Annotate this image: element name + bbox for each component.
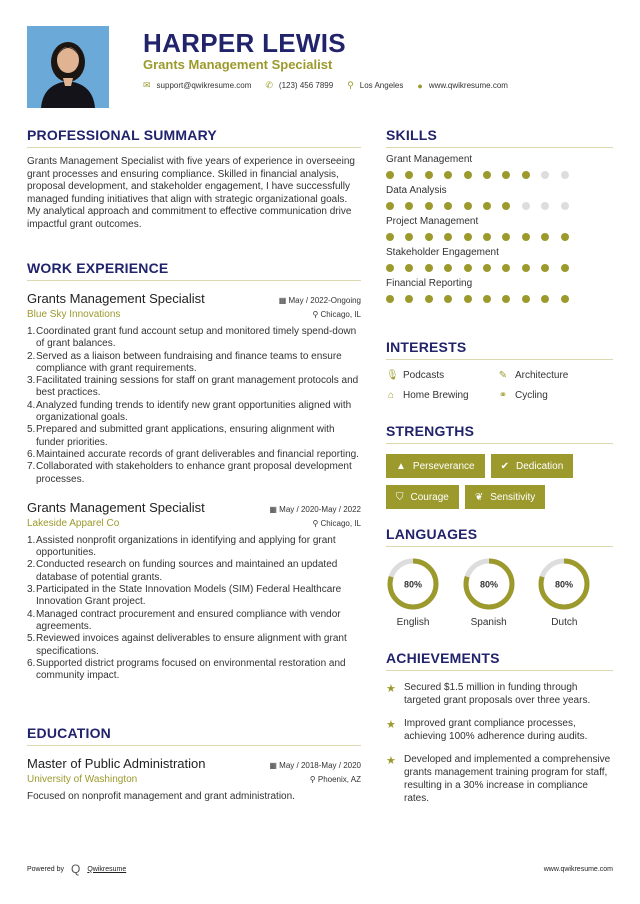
education-location: ⚲ Phoenix, AZ <box>309 775 361 784</box>
rating-dot <box>502 264 510 272</box>
skill-name: Stakeholder Engagement <box>386 247 499 258</box>
mountain-icon: ▲ <box>396 460 406 472</box>
email-text: support@qwikresume.com <box>156 81 252 90</box>
rating-dot <box>502 233 510 241</box>
globe-icon: ● <box>417 80 423 91</box>
qwikresume-logo-icon: Q <box>70 862 81 876</box>
company-name: Blue Sky Innovations <box>27 309 121 320</box>
language-item <box>462 557 538 628</box>
location-pin-icon: ⚲ <box>312 310 321 319</box>
phone-icon: ✆ <box>265 80 273 90</box>
strength-badge: ✔ Dedication <box>491 454 574 478</box>
powered-by: Powered by Q Qwikresume <box>27 862 127 876</box>
rating-dot <box>386 264 394 272</box>
footer-site-link[interactable]: www.qwikresume.com <box>543 865 613 873</box>
rating-dot <box>522 202 530 210</box>
rating-dot <box>444 233 452 241</box>
contact-location <box>347 80 403 91</box>
divider <box>386 546 613 547</box>
contact-bar <box>143 80 522 91</box>
rating-dot <box>464 264 472 272</box>
rating-dot <box>502 295 510 303</box>
languages-section <box>386 526 613 628</box>
rating-dot <box>405 233 413 241</box>
rating-dot <box>502 202 510 210</box>
list-item: 2. Conducted research on funding sources and maintained an updated database of potential grants. <box>27 559 338 583</box>
rating-dot <box>483 171 491 179</box>
contact-email[interactable] <box>143 80 251 91</box>
interest-item: ✎ Architecture <box>498 370 569 381</box>
language-ring <box>537 557 591 611</box>
rating-dot <box>386 171 394 179</box>
achievements-heading: ACHIEVEMENTS <box>386 650 500 666</box>
rating-dot <box>502 171 510 179</box>
job-location: ⚲ Chicago, IL <box>312 518 361 528</box>
divider <box>386 359 613 360</box>
strength-badge: ⛉ Courage <box>386 485 459 509</box>
skill-name: Data Analysis <box>386 185 447 196</box>
location-pin-icon: ⚲ <box>347 80 354 90</box>
location-text: Los Angeles <box>359 81 404 90</box>
experience-section <box>27 260 361 682</box>
divider <box>386 670 613 671</box>
experience-heading: WORK EXPERIENCE <box>27 260 169 276</box>
divider <box>27 745 361 746</box>
shield-icon: ⛉ <box>396 491 404 503</box>
calendar-icon: ▦ <box>278 296 289 305</box>
skill-name: Project Management <box>386 216 479 227</box>
language-name: English <box>396 617 430 628</box>
list-item: 7. Collaborated with stakeholders to enhance grant proposal development processes. <box>27 461 352 485</box>
rating-dot <box>425 202 433 210</box>
divider <box>27 280 361 281</box>
phone-text: (123) 456 7899 <box>278 81 334 90</box>
brand-link[interactable]: Qwikresume <box>87 865 127 873</box>
rating-dot <box>425 171 433 179</box>
candidate-title: Grants Management Specialist <box>143 57 333 72</box>
skill-item <box>386 247 613 272</box>
list-item: 3. Participated in the State Innovation Models (SIM) Federal Healthcare Innovation Grant project. <box>27 584 342 608</box>
location-pin-icon: ⚲ <box>312 518 321 528</box>
check-circle-icon: ✔ <box>500 460 509 472</box>
languages-heading: LANGUAGES <box>386 526 478 542</box>
degree-title: Master of Public Administration <box>27 756 206 771</box>
rating-dot <box>541 202 549 210</box>
skill-name: Grant Management <box>386 154 473 165</box>
skill-rating <box>386 202 613 210</box>
job-bullets <box>27 326 361 486</box>
strengths-heading: STRENGTHS <box>386 423 475 439</box>
language-item <box>386 557 462 628</box>
contact-website[interactable] <box>417 81 508 91</box>
rating-dot <box>405 264 413 272</box>
rating-dot <box>464 295 472 303</box>
skill-rating <box>386 295 613 303</box>
company-name: Lakeside Apparel Co <box>27 517 120 529</box>
rating-dot <box>561 264 569 272</box>
candidate-name: HARPER LEWIS <box>143 28 346 58</box>
summary-section <box>27 127 361 231</box>
education-date: ▦ May / 2018-May / 2020 <box>269 761 361 770</box>
summary-heading: PROFESSIONAL SUMMARY <box>27 127 217 143</box>
skill-item <box>386 154 613 179</box>
email-icon: ✉ <box>143 80 151 90</box>
education-section <box>27 725 361 804</box>
language-ring <box>462 557 516 611</box>
strengths-section <box>386 423 613 516</box>
skills-section <box>386 127 613 303</box>
achievement-item: ★ Developed and implemented a comprehensive grants management training program for staff, resulting in a 30% increase in compliance rates. <box>386 754 611 804</box>
rating-dot <box>541 264 549 272</box>
divider <box>386 147 613 148</box>
rating-dot <box>561 171 569 179</box>
job-title: Grants Management Specialist <box>27 291 205 306</box>
job-date: ▦ May / 2022-Ongoing <box>278 296 361 305</box>
divider <box>27 147 361 148</box>
skill-name: Financial Reporting <box>386 278 473 289</box>
rating-dot <box>522 233 530 241</box>
strength-badge: ❦ Sensitivity <box>465 485 545 509</box>
strength-badge: ▲ Perseverance <box>386 454 485 478</box>
education-description: Focused on nonprofit management and grant administration. <box>27 791 295 802</box>
rating-dot <box>444 202 452 210</box>
job-bullets <box>27 535 361 683</box>
architecture-icon: ✎ <box>498 370 508 381</box>
ring-label: 80% <box>555 579 574 590</box>
rating-dot <box>541 171 549 179</box>
list-item: 6. Maintained accurate records of grant deliverables and financial reporting. <box>27 448 359 460</box>
rating-dot <box>541 295 549 303</box>
rating-dot <box>425 233 433 241</box>
calendar-icon: ▦ <box>269 761 280 770</box>
website-text: www.qwikresume.com <box>428 81 508 90</box>
job-entry <box>27 291 361 486</box>
profile-photo <box>27 26 109 108</box>
interest-item: ⌂ Home Brewing <box>387 390 469 401</box>
rating-dot <box>386 202 394 210</box>
rating-dot <box>425 295 433 303</box>
calendar-icon: ▦ <box>269 504 280 514</box>
skill-rating <box>386 233 613 241</box>
list-item: 1. Assisted nonprofit organizations in identifying and applying for grant opportunities. <box>27 534 336 559</box>
achievements-section <box>386 650 613 805</box>
leaf-icon: ❦ <box>474 491 484 503</box>
rating-dot <box>483 295 491 303</box>
language-ring <box>386 557 440 611</box>
ring-label: 80% <box>479 579 498 590</box>
school-name: University of Washington <box>27 774 138 785</box>
achievement-item: ★ Improved grant compliance processes, achieving 100% adherence during audits. <box>386 718 588 742</box>
rating-dot <box>405 171 413 179</box>
language-name: Dutch <box>551 617 578 628</box>
rating-dot <box>483 233 491 241</box>
list-item: 3. Facilitated training sessions for staff on grant management protocols and best practices. <box>27 375 359 399</box>
rating-dot <box>561 295 569 303</box>
list-item: 1. Coordinated grant fund account setup and monitored timely spend-down of grant balances. <box>27 326 357 350</box>
list-item: 2. Served as a liaison between fundraising and finance teams to ensure compliance with grant requirements. <box>27 350 342 374</box>
skill-item <box>386 278 613 303</box>
interests-heading: INTERESTS <box>386 339 467 355</box>
list-item: 4. Managed contract procurement and ensured compliance with vendor agreements. <box>27 608 341 632</box>
skill-rating <box>386 171 613 179</box>
rating-dot <box>541 233 549 241</box>
rating-dot <box>464 171 472 179</box>
interest-item: 🎙 Podcasts <box>386 370 445 381</box>
skill-rating <box>386 264 613 272</box>
list-item: 5. Prepared and submitted grant applications, ensuring alignment with funder priorities. <box>27 424 335 448</box>
rating-dot <box>483 264 491 272</box>
rating-dot <box>405 295 413 303</box>
job-date: ▦ May / 2020-May / 2022 <box>269 504 361 514</box>
skills-heading: SKILLS <box>386 127 437 143</box>
star-icon: ★ <box>386 719 396 731</box>
rating-dot <box>386 233 394 241</box>
home-brewing-icon: ⌂ <box>387 390 395 401</box>
list-item: 5. Reviewed invoices against deliverables to ensure alignment with grant specifications. <box>27 633 347 657</box>
contact-phone <box>265 80 333 91</box>
rating-dot <box>405 202 413 210</box>
list-item: 6. Supported district programs focused on environmental restoration and community impact. <box>27 657 346 682</box>
summary-text: Grants Management Specialist with five years of experience in overseeing grant processes and ensuring compliance. Skilled in financial analysis, proposal development, and stakeholder engagement, I have successfully managed funding initiatives that align with strategic organizational goals. My analytical approach and commitment to effective communication drive impactful grant outcomes. <box>27 156 355 230</box>
job-entry <box>27 500 361 683</box>
interest-item: ⚭ Cycling <box>498 390 548 401</box>
rating-dot <box>522 264 530 272</box>
job-title: Grants Management Specialist <box>27 499 205 515</box>
rating-dot <box>464 202 472 210</box>
star-icon: ★ <box>386 683 396 695</box>
skill-item <box>386 185 613 210</box>
rating-dot <box>522 295 530 303</box>
rating-dot <box>464 233 472 241</box>
rating-dot <box>561 233 569 241</box>
rating-dot <box>483 202 491 210</box>
language-item <box>537 557 613 628</box>
rating-dot <box>561 202 569 210</box>
interests-section <box>386 339 613 401</box>
rating-dot <box>386 295 394 303</box>
rating-dot <box>425 264 433 272</box>
education-heading: EDUCATION <box>27 725 111 741</box>
location-pin-icon: ⚲ <box>309 775 318 784</box>
star-icon: ★ <box>386 755 396 767</box>
skill-item <box>386 216 613 241</box>
rating-dot <box>444 295 452 303</box>
podcast-icon: 🎙 <box>386 370 399 381</box>
job-location: ⚲ Chicago, IL <box>312 310 361 319</box>
ring-label: 80% <box>403 579 423 590</box>
cycling-icon: ⚭ <box>498 390 508 401</box>
divider <box>386 443 613 444</box>
rating-dot <box>444 171 452 179</box>
rating-dot <box>444 264 452 272</box>
list-item: 4. Analyzed funding trends to identify new grant opportunities aligned with organizational goals. <box>27 399 352 424</box>
achievement-item: ★ Secured $1.5 million in funding through targeted grant proposals over three years. <box>386 682 591 706</box>
rating-dot <box>522 171 530 179</box>
language-name: Spanish <box>470 617 507 628</box>
footer <box>27 862 613 876</box>
